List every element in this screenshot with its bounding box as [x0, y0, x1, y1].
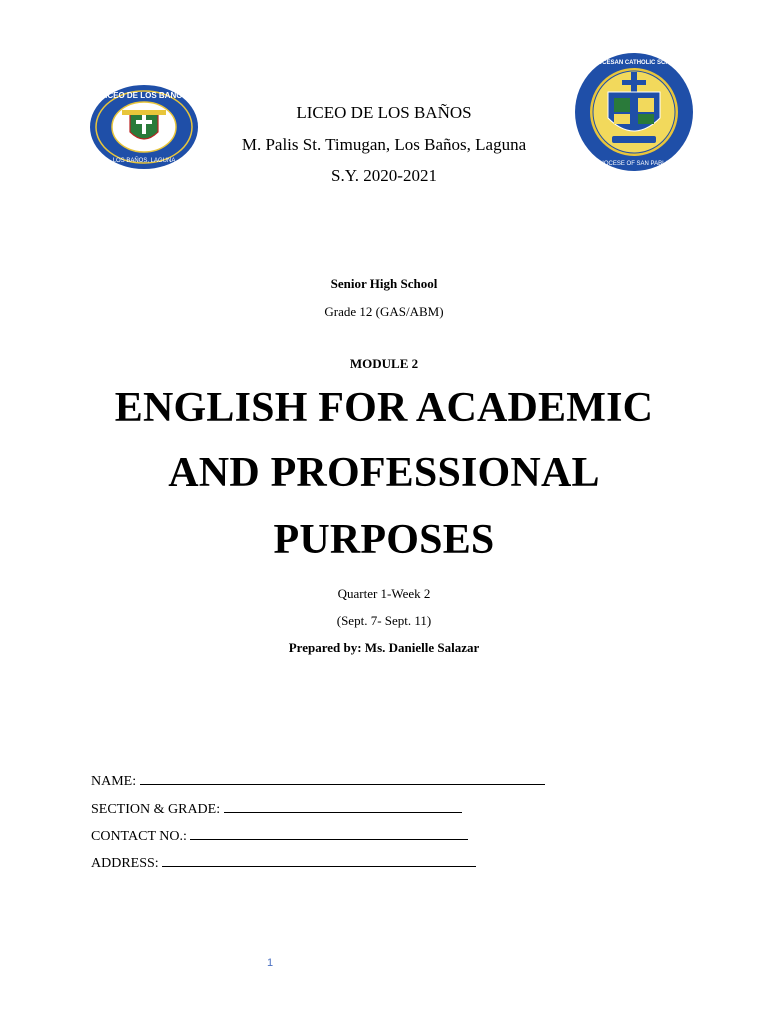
section-grade-field[interactable] [91, 799, 462, 818]
module-title-line-2: AND PROFESSIONAL [168, 450, 600, 496]
school-name: LICEO DE LOS BAÑOS [296, 103, 472, 122]
address-field[interactable] [91, 853, 476, 872]
prepared-by: Prepared by: Ms. Danielle Salazar [288, 640, 480, 655]
left-seal-ring-text: LICEO DE LOS BAÑOS [100, 91, 188, 100]
right-seal-bottom-text: DIOCESE OF SAN PABLO [597, 161, 671, 167]
left-seal-bottom-text: LOS BAÑOS, LAGUNA [112, 158, 176, 164]
name-blank[interactable] [140, 771, 545, 785]
module-title-line-3: PURPOSES [273, 517, 495, 563]
right-seal-ring-text: SAN PABLO DIOCESAN CATHOLIC SCHOOLS SYSTEM [554, 60, 714, 66]
section-grade-label: SECTION & GRADE: [91, 802, 221, 817]
date-range: (Sept. 7- Sept. 11) [336, 613, 432, 628]
contact-blank[interactable] [190, 826, 468, 840]
school-year: S.Y. 2020-2021 [331, 166, 437, 185]
page-number: 1 [267, 957, 274, 969]
name-field[interactable] [91, 771, 545, 790]
school-seal-icon [88, 84, 200, 170]
module-title-line-1: ENGLISH FOR ACADEMIC [114, 385, 654, 431]
section-grade-blank[interactable] [224, 799, 462, 813]
contact-field[interactable] [91, 826, 468, 845]
address-label: ADDRESS: [91, 856, 159, 871]
school-address: M. Palis St. Timugan, Los Baños, Laguna [241, 135, 527, 154]
module-label: MODULE 2 [349, 356, 419, 371]
name-label: NAME: [91, 774, 137, 789]
quarter-label: Quarter 1-Week 2 [337, 586, 431, 601]
department-label: Senior High School [330, 276, 438, 291]
address-blank[interactable] [162, 853, 476, 867]
contact-label: CONTACT NO.: [91, 829, 187, 844]
grade-label: Grade 12 (GAS/ABM) [324, 304, 444, 319]
